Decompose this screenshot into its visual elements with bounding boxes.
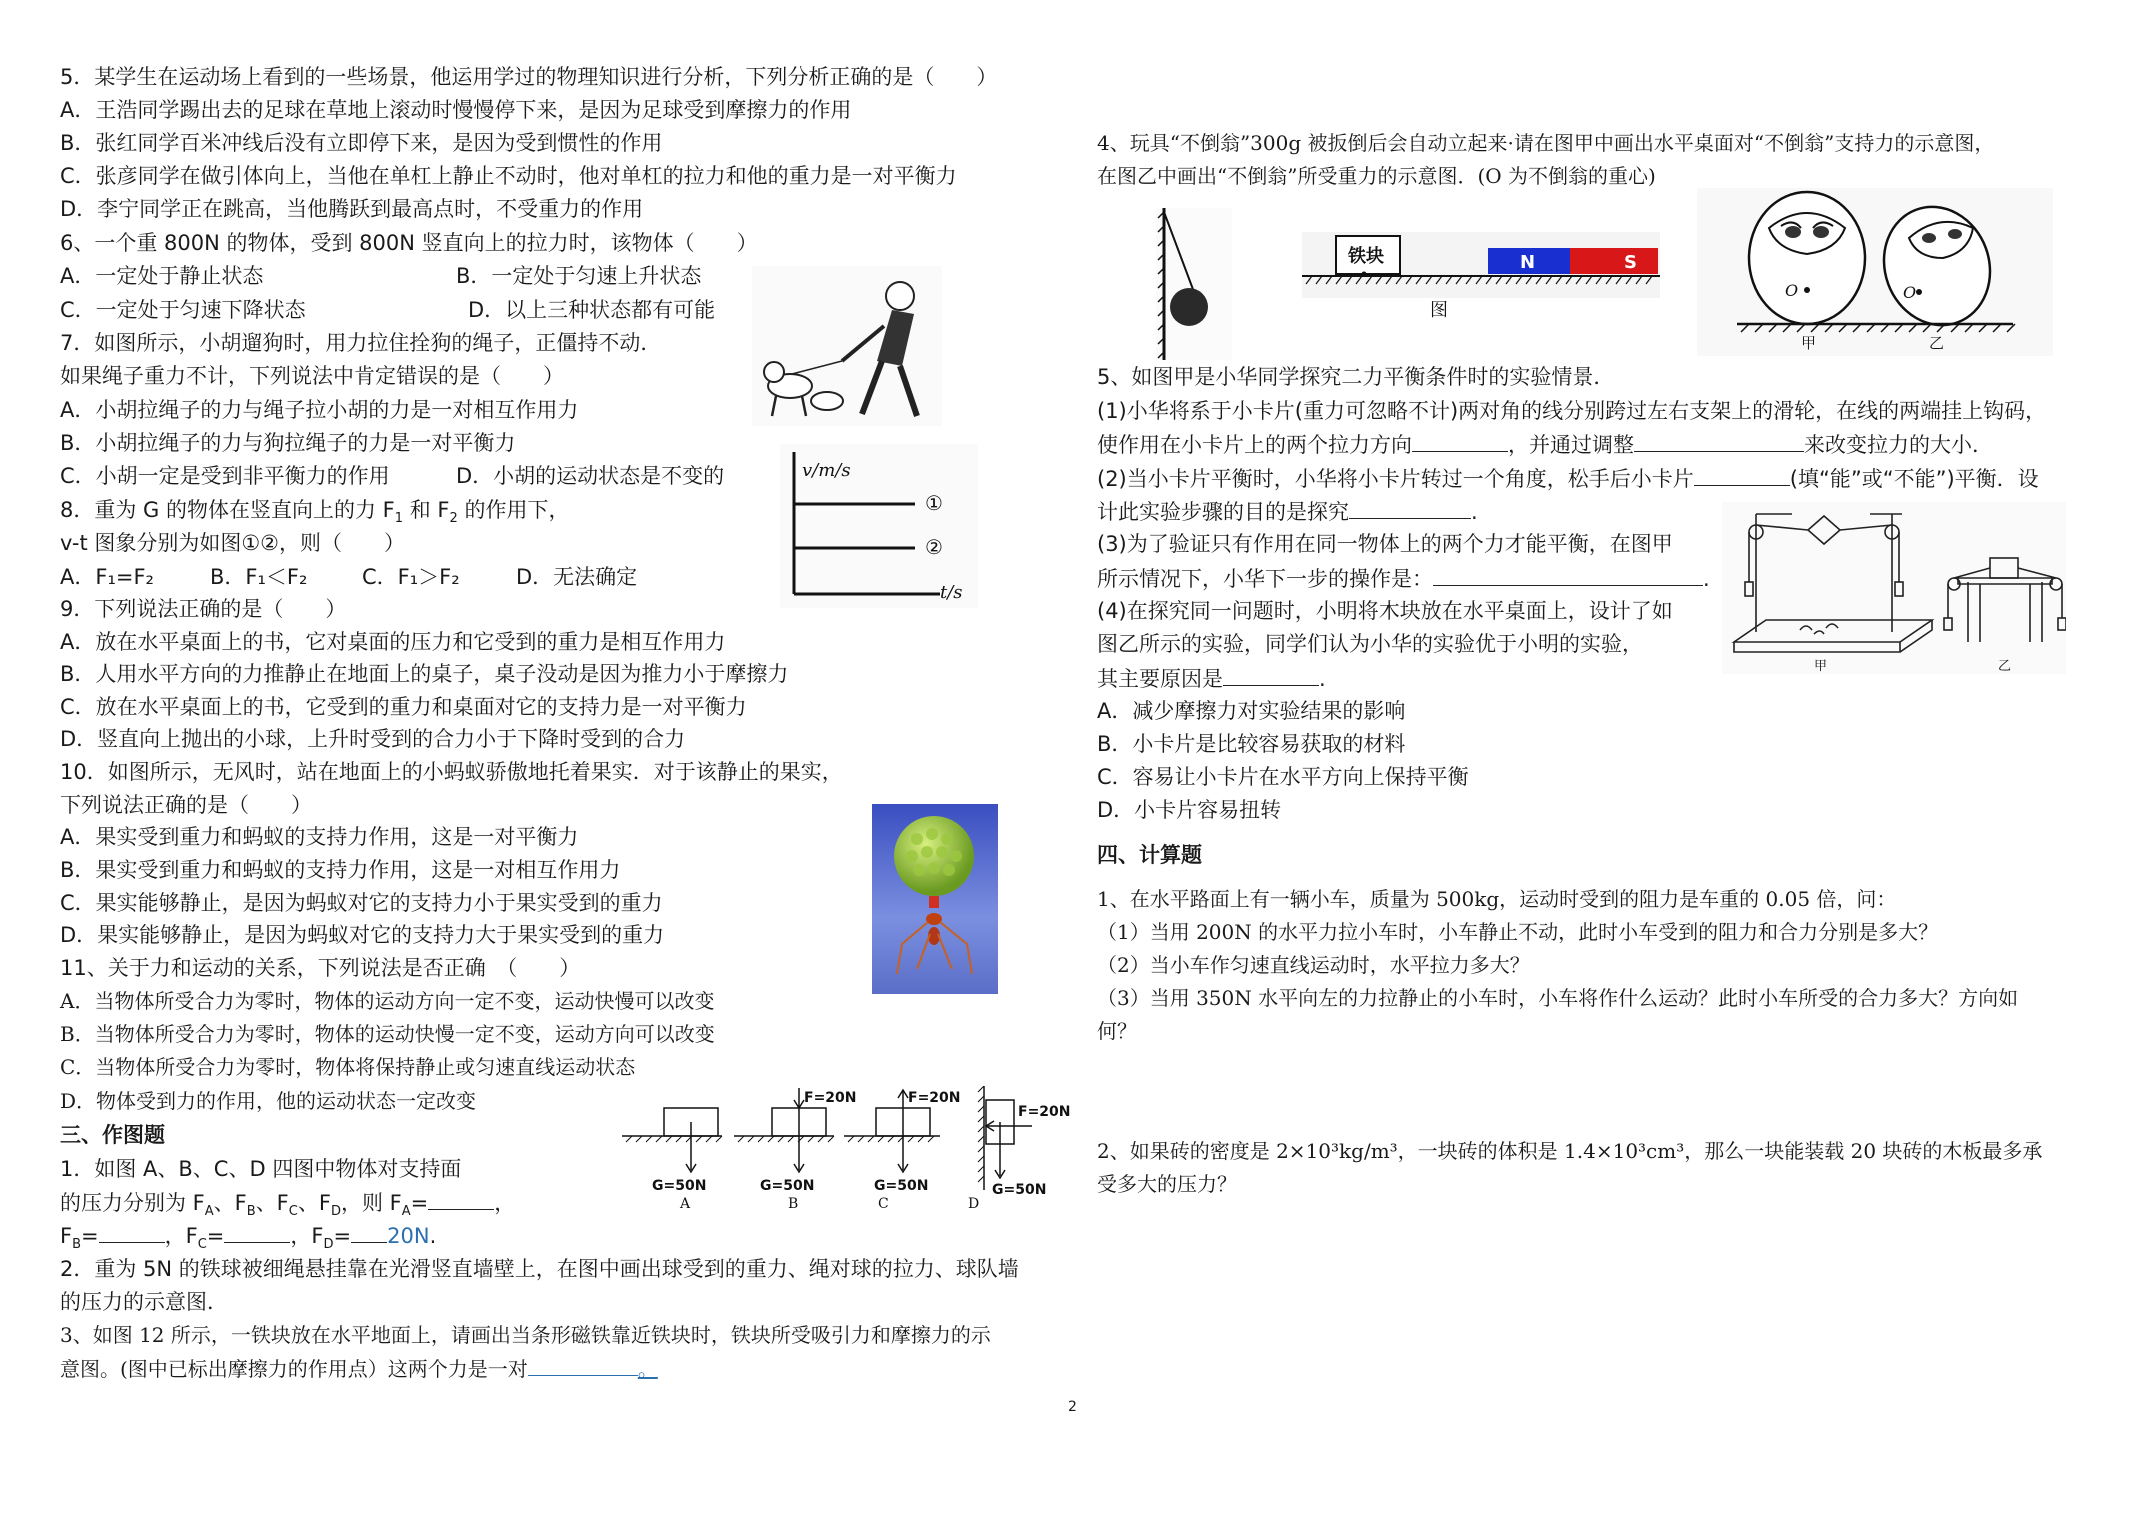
section-4-title: 四、计算题	[1097, 843, 1202, 867]
q8-option-d: D．无法确定	[516, 565, 638, 589]
c1-stem: 1、在水平路面上有一辆小车，质量为 500kg，运动时受到的阻力是车重的 0.05 倍，问：	[1097, 887, 1897, 911]
magnet-s-label: S	[1624, 252, 1637, 273]
d1-fb: F	[60, 1224, 73, 1248]
d3-line-1: 3、如图 12 所示，一铁块放在水平地面上，请画出当条形磁铁靠近铁块时，铁块所受吸引力和摩擦力的示	[60, 1323, 991, 1347]
tumbler-toy-figure	[1697, 188, 2053, 356]
d5-blank-next-step[interactable]	[1433, 563, 1703, 586]
q5-option-c: C．张彦同学在做引体向上，当他在单杠上静止不动时，他对单杠的拉力和他的重力是一对平衡力	[60, 164, 957, 188]
magnet-fig-caption: 图	[1430, 300, 1448, 321]
d1-sub-a: A	[204, 1204, 214, 1220]
q8-stem-2: v-t 图象分别为如图①②，则（ ）	[60, 531, 406, 555]
d1-blank-fd[interactable]	[351, 1220, 387, 1243]
d1-fc: ，F	[164, 1224, 198, 1248]
d5-part-3b-tail: .	[1703, 567, 1710, 591]
d5-part-1b-b: ，并通过调整	[1508, 433, 1634, 457]
support-force-figure	[622, 1086, 1072, 1210]
d5-part-2b-tail: .	[1471, 500, 1478, 524]
q10-stem-1: 10．如图所示，无风时，站在地面上的小蚂蚁骄傲地托着果实．对于该静止的果实，	[60, 760, 843, 784]
fig-d-weight: G=50N	[992, 1182, 1047, 1198]
q5-option-a: A．王浩同学踢出去的足球在草地上滚动时慢慢停下来，是因为足球受到摩擦力的作用	[60, 98, 852, 122]
q8-option-c: C．F₁＞F₂	[362, 565, 460, 589]
q8-option-b: B．F₁＜F₂	[210, 565, 308, 589]
fig-b-force: F=20N	[804, 1090, 857, 1106]
c2-line-1: 2、如果砖的密度是 2×10³kg/m³，一块砖的体积是 1.4×10³cm³，那么一块能装载 20 块砖的木板最多承	[1097, 1139, 2043, 1163]
d2-line-2: 的压力的示意图．	[60, 1290, 228, 1314]
q7-option-b: B．小胡拉绳子的力与狗拉绳子的力是一对平衡力	[60, 431, 516, 455]
q9-option-b: B．人用水平方向的力推静止在地面上的桌子，桌子没动是因为推力小于摩擦力	[60, 662, 789, 686]
magnet-n-label: N	[1520, 252, 1536, 273]
ant-fruit-photo	[872, 804, 998, 994]
d5-part-4c	[1097, 663, 1326, 694]
d5-blank-balance[interactable]	[1694, 463, 1790, 486]
fig-c-label: C	[878, 1196, 889, 1210]
d1-period: .	[429, 1224, 437, 1248]
d3-answer-blank[interactable]	[528, 1353, 638, 1376]
tumbler-jia-label: 甲	[1801, 334, 1817, 352]
d5-part-4a: (4)在探究同一问题时，小明将木块放在水平桌面上，设计了如	[1097, 599, 1673, 623]
q11-stem: 11、关于力和运动的关系，下列说法是否正确 （ ）	[60, 956, 581, 980]
d1-sub-b-2: B	[72, 1237, 82, 1253]
balance-fig-jia-label: 甲	[1814, 659, 1828, 674]
q6-option-a: A．一定处于静止状态	[60, 264, 264, 288]
q8-sub-2: 2	[449, 511, 458, 527]
d1-fd: ，F	[290, 1224, 324, 1248]
fig-b-weight: G=50N	[760, 1178, 815, 1194]
d1-answer-fd: 20N	[387, 1224, 430, 1248]
q7-stem-2: 如果绳子重力不计，下列说法中肯定错误的是（ ）	[60, 364, 564, 388]
fig-c-force: F=20N	[908, 1090, 961, 1106]
d1-eq-a: =	[410, 1191, 429, 1215]
d5-part-4c-text: 其主要原因是	[1097, 667, 1223, 691]
iron-block-label: 铁块	[1348, 246, 1384, 267]
d5-part-1b-a: 使作用在小卡片上的两个拉力方向	[1097, 433, 1412, 457]
q11-option-d: D．物体受到力的作用，他的运动状态一定改变	[60, 1089, 477, 1113]
d1-comma: ，	[494, 1191, 516, 1215]
d5-part-2a-b: (填“能”或“不能”)平衡．设	[1789, 467, 2039, 491]
c2-line-2: 受多大的压力？	[1097, 1172, 1237, 1196]
q5-option-b: B．张红同学百米冲线后没有立即停下来，是因为受到惯性的作用	[60, 131, 663, 155]
c1-sub-2: （2）当小车作匀速直线运动时，水平拉力多大？	[1097, 953, 1530, 977]
d1-line-2-a: 的压力分别为 F	[60, 1191, 205, 1215]
d1-line-1: 1．如图 A、B、C、D 四图中物体对支持面	[60, 1157, 462, 1181]
q8-stem-part-a: 8．重为 G 的物体在竖直向上的力 F	[60, 498, 395, 522]
d1-blank-fb[interactable]	[99, 1220, 165, 1243]
vt-graph-t-label: t/s	[940, 582, 963, 603]
d1-sub-a-2: A	[401, 1204, 411, 1220]
d5-stem: 5、如图甲是小华同学探究二力平衡条件时的实验情景．	[1097, 365, 1615, 389]
fig-a-weight: G=50N	[652, 1178, 707, 1194]
d1-eq-b: =	[81, 1224, 99, 1248]
d1-eq-d: =	[333, 1224, 352, 1248]
tumbler-o-label-1: O	[1785, 281, 1799, 300]
q7-option-d: D．小胡的运动状态是不变的	[456, 464, 725, 488]
d5-part-4c-tail: .	[1319, 667, 1326, 691]
d5-part-1a: (1)小华将系于小卡片(重力可忽略不计)两对角的线分别跨过左右支架上的滑轮，在线的两端挂上钩码，	[1097, 399, 2047, 423]
d5-part-4b: 图乙所示的实验，同学们认为小华的实验优于小明的实验，	[1097, 632, 1643, 656]
q10-option-a: A．果实受到重力和蚂蚁的支持力作用，这是一对平衡力	[60, 825, 579, 849]
d5-option-d: D．小卡片容易扭转	[1097, 798, 1282, 822]
d1-sep-2: 、F	[255, 1191, 289, 1215]
d5-option-a: A．减少摩擦力对实验结果的影响	[1097, 699, 1406, 723]
d1-blank-fc[interactable]	[224, 1220, 290, 1243]
d1-blank-fa[interactable]	[428, 1187, 494, 1210]
q9-option-a: A．放在水平桌面上的书，它对桌面的压力和它受到的重力是相互作用力	[60, 630, 726, 654]
q7-stem-1: 7．如图所示，小胡遛狗时，用力拉住拴狗的绳子，正僵持不动．	[60, 331, 662, 355]
d5-part-2b-text: 计此实验步骤的目的是探究	[1097, 500, 1349, 524]
tumbler-yi-label: 乙	[1929, 334, 1945, 352]
page-number: 2	[1068, 1399, 1077, 1415]
d4-line-2: 在图乙中画出“不倒翁”所受重力的示意图．(O 为不倒翁的重心)	[1097, 164, 1656, 188]
d5-part-3a: (3)为了验证只有作用在同一物体上的两个力才能平衡，在图甲	[1097, 532, 1673, 556]
d3-tail: 。	[637, 1357, 658, 1381]
d5-part-1b	[1097, 429, 1993, 460]
d1-sub-d-2: D	[323, 1237, 334, 1253]
q9-option-d: D．竖直向上抛出的小球，上升时受到的合力小于下降时受到的合力	[60, 727, 686, 751]
magnet-iron-block-figure	[1302, 232, 1660, 332]
q8-sub-1: 1	[394, 511, 404, 527]
d1-line-2-b: ，则 F	[340, 1191, 402, 1215]
q10-option-c: C．果实能够静止，是因为蚂蚁对它的支持力小于果实受到的重力	[60, 891, 663, 915]
balance-fig-yi-label: 乙	[1998, 659, 2012, 674]
q7-option-c: C．小胡一定是受到非平衡力的作用	[60, 464, 390, 488]
q11-option-c: C．当物体所受合力为零时，物体将保持静止或匀速直线运动状态	[60, 1055, 636, 1079]
fig-b-label: B	[788, 1196, 799, 1210]
fig-d-label: D	[968, 1196, 980, 1210]
tumbler-o-label-2: O	[1903, 283, 1917, 302]
q6-option-c: C．一定处于匀速下降状态	[60, 298, 306, 322]
d5-blank-direction[interactable]	[1412, 429, 1508, 452]
d5-option-c: C．容易让小卡片在水平方向上保持平衡	[1097, 765, 1469, 789]
d1-sub-c-2: C	[197, 1237, 207, 1253]
d5-blank-purpose[interactable]	[1349, 496, 1471, 519]
d5-part-2a-a: (2)当小卡片平衡时，小华将小卡片转过一个角度，松手后小卡片	[1097, 467, 1694, 491]
fig-d-force: F=20N	[1018, 1104, 1071, 1120]
d1-sub-c: C	[288, 1204, 298, 1220]
q10-option-d: D．果实能够静止，是因为蚂蚁对它的支持力大于果实受到的重力	[60, 923, 665, 947]
q6-option-b: B．一定处于匀速上升状态	[456, 264, 702, 288]
iron-ball-wall-figure	[1156, 208, 1232, 360]
vt-graph-curve-1: ①	[925, 491, 943, 515]
d3-line-2	[60, 1353, 658, 1384]
d5-blank-adjust[interactable]	[1634, 429, 1804, 452]
c1-sub-3b: 何？	[1097, 1019, 1137, 1043]
q8-stem-part-c: 的作用下，	[464, 498, 570, 522]
q9-option-c: C．放在水平桌面上的书，它受到的重力和桌面对它的支持力是一对平衡力	[60, 695, 747, 719]
d1-sep-3: 、F	[297, 1191, 331, 1215]
d3-line-2-text: 意图。(图中已标出摩擦力的作用点）这两个力是一对	[60, 1357, 528, 1381]
d4-line-1: 4、玩具“不倒翁”300g 被扳倒后会自动立起来·请在图甲中画出水平桌面对“不倒翁”支持力的示意图，	[1097, 131, 1995, 155]
dog-walking-figure	[752, 266, 942, 426]
section-3-title: 三、作图题	[60, 1123, 165, 1147]
d5-part-3b	[1097, 563, 1710, 594]
d1-eq-c: =	[206, 1224, 225, 1248]
q10-option-b: B．果实受到重力和蚂蚁的支持力作用，这是一对相互作用力	[60, 858, 621, 882]
d1-sub-d: D	[330, 1204, 341, 1220]
q8-option-a: A．F₁=F₂	[60, 565, 154, 589]
fig-c-weight: G=50N	[874, 1178, 929, 1194]
d1-sep-1: 、F	[213, 1191, 247, 1215]
c1-sub-3a: （3）当用 350N 水平向左的力拉静止的小车时，小车将作什么运动？此时小车所受的合力多大？方向如	[1097, 986, 2019, 1010]
vt-graph-figure	[780, 444, 978, 608]
q8-stem-part-b: 和 F	[409, 498, 450, 522]
q5-option-d: D．李宁同学正在跳高，当他腾跃到最高点时，不受重力的作用	[60, 197, 644, 221]
d2-line-1: 2．重为 5N 的铁球被细绳悬挂靠在光滑竖直墙壁上，在图中画出球受到的重力、绳对球的拉力、球队墙	[60, 1257, 1019, 1281]
q6-option-d: D．以上三种状态都有可能	[468, 298, 716, 322]
q7-option-a: A．小胡拉绳子的力与绳子拉小胡的力是一对相互作用力	[60, 398, 579, 422]
c1-sub-1: （1）当用 200N 的水平力拉小车时，小车静止不动，此时小车受到的阻力和合力分别是多大？	[1097, 920, 1939, 944]
q5-stem: 5．某学生在运动场上看到的一些场景，他运用学过的物理知识进行分析，下列分析正确的是（ ）	[60, 65, 998, 89]
q10-stem-2: 下列说法正确的是（ ）	[60, 793, 312, 817]
d5-part-2a	[1097, 463, 2039, 494]
d5-option-b: B．小卡片是比较容易获取的材料	[1097, 732, 1406, 756]
d1-sub-b: B	[246, 1204, 256, 1220]
d5-part-3b-text: 所示情况下，小华下一步的操作是：	[1097, 567, 1433, 591]
q9-stem: 9．下列说法正确的是（ ）	[60, 597, 347, 621]
fig-a-label: A	[680, 1196, 691, 1210]
vt-graph-curve-2: ②	[925, 535, 943, 559]
d5-part-1b-c: 来改变拉力的大小．	[1804, 433, 1993, 457]
q11-option-a: A．当物体所受合力为零时，物体的运动方向一定不变，运动快慢可以改变	[60, 989, 715, 1013]
balance-experiment-figure	[1722, 502, 2066, 674]
d5-blank-reason[interactable]	[1223, 663, 1319, 686]
q11-option-b: B．当物体所受合力为零时，物体的运动快慢一定不变，运动方向可以改变	[60, 1022, 715, 1046]
vt-graph-v-label: v/m/s	[802, 460, 851, 481]
d5-part-2b	[1097, 496, 1478, 527]
q6-stem: 6、一个重 800N 的物体，受到 800N 竖直向上的拉力时，该物体（ ）	[60, 231, 758, 255]
